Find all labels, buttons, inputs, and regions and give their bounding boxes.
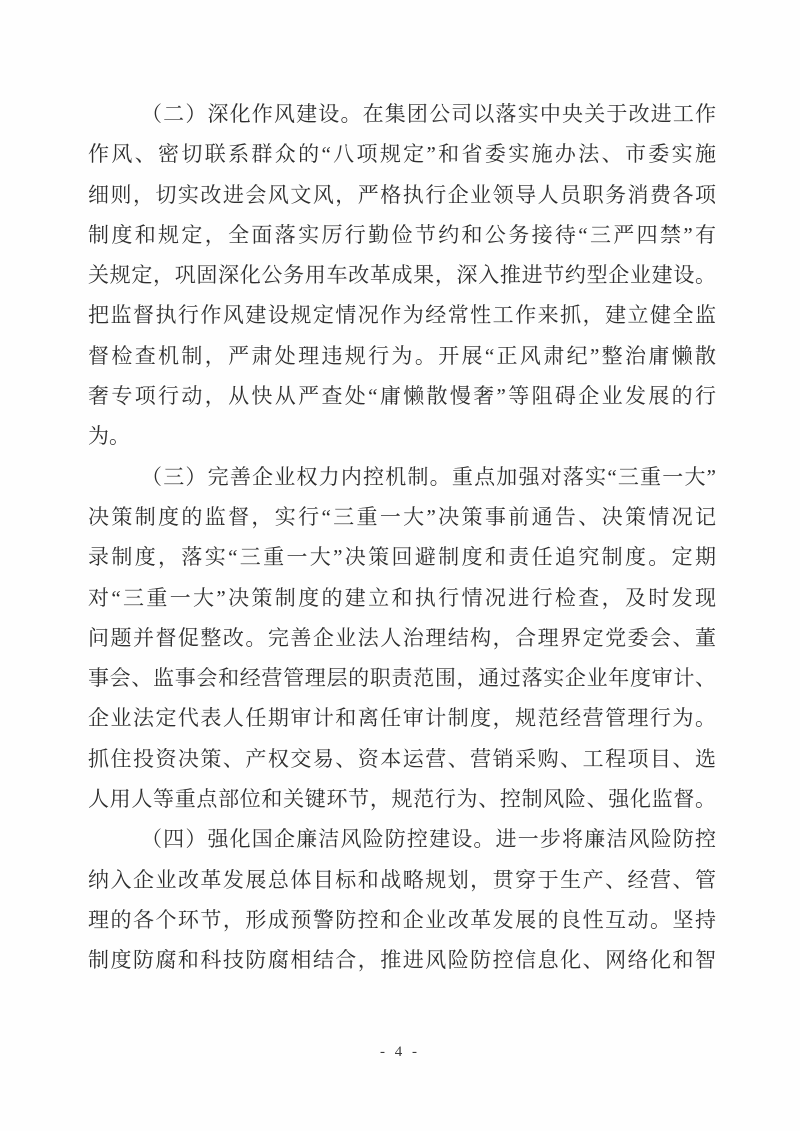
text-line: 对“三重一大”决策制度的建立和执行情况进行检查，及时发现 <box>88 585 716 610</box>
text-line: 抓住投资决策、产权交易、资本运营、营销采购、工程项目、选 <box>88 746 716 771</box>
text-line: 理的各个环节，形成预警防控和企业改革发展的良性互动。坚持 <box>88 907 716 932</box>
page-number: - 4 - <box>380 1044 420 1060</box>
text-line: 录制度，落实“三重一大”决策回避制度和责任追究制度。定期 <box>88 545 716 570</box>
text-line: 制度和规定，全面落实厉行勤俭节约和公务接待“三严四禁”有 <box>88 222 716 247</box>
text-line: 企业法定代表人任期审计和离任审计制度，规范经营管理行为。 <box>88 706 716 731</box>
text-line: 作风、密切联系群众的“八项规定”和省委实施办法、市委实施 <box>88 142 716 167</box>
text-line: 督检查机制，严肃处理违规行为。开展“正风肃纪”整治庸懒散 <box>88 343 716 368</box>
text-line: 事会、监事会和经营管理层的职责范围，通过落实企业年度审计、 <box>88 666 716 691</box>
paragraph-section-4 <box>88 819 716 980</box>
text-line: 人用人等重点部位和关键环节，规范行为、控制风险、强化监督。 <box>88 787 716 812</box>
text-line: 为。 <box>88 424 130 449</box>
text-line: （三）完善企业权力内控机制。重点加强对落实“三重一大” <box>141 464 716 489</box>
text-line: 纳入企业改革发展总体目标和战略规划，贯穿于生产、经营、管 <box>88 867 716 892</box>
text-line: 制度防腐和科技防腐相结合，推进风险防控信息化、网络化和智 <box>88 948 716 973</box>
text-line: （四）强化国企廉洁风险防控建设。进一步将廉洁风险防控 <box>141 827 716 852</box>
text-line: （二）深化作风建设。在集团公司以落实中央关于改进工作 <box>141 102 716 126</box>
paragraph-section-2 <box>88 94 716 457</box>
paragraph-section-3 <box>88 457 716 820</box>
text-line: 问题并督促整改。完善企业法人治理结构，合理界定党委会、董 <box>88 625 716 650</box>
text-line: 决策制度的监督，实行“三重一大”决策事前通告、决策情况记 <box>88 504 716 529</box>
document-body <box>88 94 716 981</box>
text-line: 关规定，巩固深化公务用车改革成果，深入推进节约型企业建设。 <box>88 263 716 288</box>
text-line: 细则，切实改进会风文风，严格执行企业领导人员职务消费各项 <box>88 182 716 207</box>
text-line: 把监督执行作风建设规定情况作为经常性工作来抓，建立健全监 <box>88 303 716 328</box>
text-line: 奢专项行动，从快从严查处“庸懒散慢奢”等阻碍企业发展的行 <box>88 384 716 409</box>
